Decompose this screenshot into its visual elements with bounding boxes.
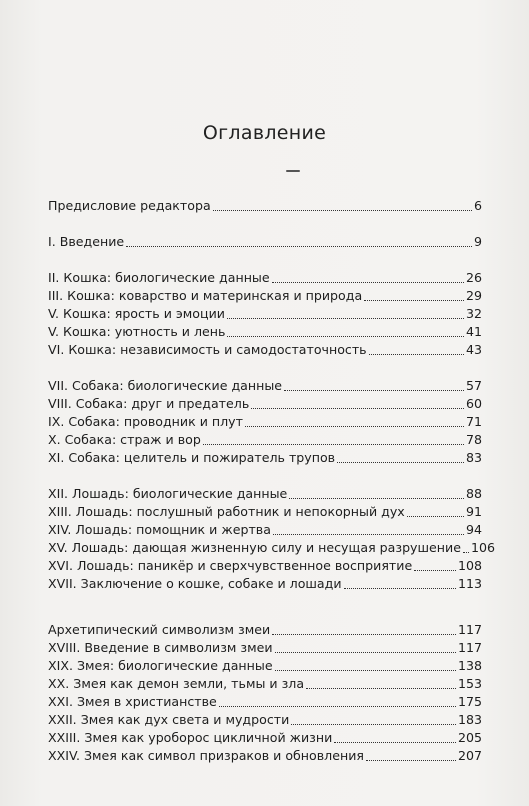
toc-entry-title: Архетипический символизм змеи: [48, 622, 271, 637]
toc-entry-title: XII. Лошадь: биологические данные: [48, 486, 288, 501]
dot-leader: [219, 706, 456, 707]
dot-leader: [213, 210, 472, 211]
toc-entry-title: XX. Змея как демон земли, тьмы и зла: [48, 676, 305, 691]
toc-entry-page: 57: [465, 378, 482, 393]
toc-entry: [48, 196, 482, 214]
toc-entry: [48, 322, 482, 340]
toc-entry-page: 94: [465, 522, 482, 537]
toc-entry-page: 60: [465, 396, 482, 411]
toc-entry-title: VI. Кошка: независимость и самодостаточность: [48, 342, 367, 357]
dot-leader: [366, 760, 456, 761]
toc-entry-page: 29: [465, 288, 482, 303]
dot-leader: [275, 652, 456, 653]
toc-entry: [48, 538, 495, 556]
toc-entry-title: I. Введение: [48, 234, 125, 249]
dot-leader: [414, 570, 456, 571]
toc-entry-title: II. Кошка: биологические данные: [48, 270, 270, 285]
toc-entry: [48, 268, 482, 286]
toc-entry-page: 108: [457, 558, 482, 573]
dot-leader: [272, 634, 456, 635]
page-title: Оглавление: [202, 122, 327, 144]
toc-entry: [48, 430, 482, 448]
toc-entry-title: XXII. Змея как дух света и мудрости: [48, 712, 290, 727]
toc-entry: [48, 520, 482, 538]
toc-entry: [48, 232, 482, 250]
toc-entry-page: 78: [465, 432, 482, 447]
dot-leader: [344, 588, 456, 589]
dot-leader: [284, 390, 464, 391]
toc-entry-title: XVIII. Введение в символизм змеи: [48, 640, 273, 655]
toc-entry: [48, 484, 482, 502]
toc-entry: [48, 692, 482, 710]
toc-entry-page: 6: [473, 198, 482, 213]
toc-entry: [48, 394, 482, 412]
toc-entry: [48, 620, 482, 638]
toc-entry-title: VIII. Собака: друг и предатель: [48, 396, 250, 411]
toc-entry-title: XVI. Лошадь: паникёр и сверхчувственное восприятие: [48, 558, 413, 573]
toc-entry-title: IX. Собака: проводник и плут: [48, 414, 243, 429]
toc-entry-title: X. Собака: страж и вор: [48, 432, 201, 447]
dot-leader: [306, 688, 456, 689]
toc-entry-page: 138: [457, 658, 482, 673]
dot-leader: [272, 282, 464, 283]
dot-leader: [369, 354, 464, 355]
toc-entry-title: III. Кошка: коварство и материнская и природа: [48, 288, 363, 303]
toc-entry-title: V. Кошка: уютность и лень: [48, 324, 226, 339]
toc-entry-page: 41: [465, 324, 482, 339]
toc-entry-title: XI. Собака: целитель и пожиратель трупов: [48, 450, 336, 465]
toc-entry: [48, 556, 482, 574]
toc-entry-title: XIX. Змея: биологические данные: [48, 658, 273, 673]
toc-entry-page: 207: [457, 748, 482, 763]
toc-entry-page: 71: [465, 414, 482, 429]
toc-entry-title: XVII. Заключение о кошке, собаке и лошади: [48, 576, 342, 591]
toc-entry-page: 175: [457, 694, 482, 709]
toc-entry-title: XIV. Лошадь: помощник и жертва: [48, 522, 271, 537]
toc-entry-page: 88: [465, 486, 482, 501]
toc-entry-title: XXI. Змея в христианстве: [48, 694, 217, 709]
dot-leader: [203, 444, 464, 445]
toc-entry-page: 113: [457, 576, 482, 591]
toc-entry: [48, 728, 482, 746]
toc-entry: [48, 656, 482, 674]
toc-entry-page: 83: [465, 450, 482, 465]
toc-entry-page: 117: [457, 622, 482, 637]
title-ornament: [286, 170, 300, 172]
dot-leader: [291, 724, 456, 725]
dot-leader: [289, 498, 464, 499]
toc-entry-page: 183: [457, 712, 482, 727]
toc-entry-page: 32: [465, 306, 482, 321]
dot-leader: [463, 552, 469, 553]
toc-entry-title: V. Кошка: ярость и эмоции: [48, 306, 225, 321]
toc-entry-page: 43: [465, 342, 482, 357]
toc-entry: [48, 746, 482, 764]
dot-leader: [251, 408, 464, 409]
toc-entry: [48, 502, 482, 520]
toc-entry-page: 205: [457, 730, 482, 745]
dot-leader: [245, 426, 464, 427]
dot-leader: [227, 318, 464, 319]
toc-entry: [48, 710, 482, 728]
dot-leader: [273, 534, 464, 535]
toc-entry-page: 91: [465, 504, 482, 519]
dot-leader: [227, 336, 464, 337]
toc-entry: [48, 448, 482, 466]
dot-leader: [407, 516, 464, 517]
toc-entry: [48, 340, 482, 358]
toc-entry-page: 9: [473, 234, 482, 249]
dot-leader: [337, 462, 464, 463]
toc-entry-page: 106: [470, 540, 495, 555]
toc-entry: [48, 304, 482, 322]
toc-entry-page: 117: [457, 640, 482, 655]
toc-entry: [48, 638, 482, 656]
toc-entry-page: 26: [465, 270, 482, 285]
toc-entry-title: VII. Собака: биологические данные: [48, 378, 283, 393]
dot-leader: [126, 246, 472, 247]
dot-leader: [334, 742, 456, 743]
toc-entry-title: Предисловие редактора: [48, 198, 211, 213]
dot-leader: [275, 670, 456, 671]
toc-entry: [48, 574, 482, 592]
toc-entry: [48, 376, 482, 394]
toc-entry-title: XXIV. Змея как символ призраков и обновления: [48, 748, 364, 763]
dot-leader: [364, 300, 464, 301]
toc-entry: [48, 286, 482, 304]
toc-entry-title: XXIII. Змея как уроборос цикличной жизни: [48, 730, 333, 745]
toc-entry-page: 153: [457, 676, 482, 691]
toc-entry: [48, 412, 482, 430]
toc-entry: [48, 674, 482, 692]
toc-entry-title: XIII. Лошадь: послушный работник и непокорный дух: [48, 504, 405, 519]
toc-entry-title: XV. Лошадь: дающая жизненную силу и несущая разрушение: [48, 540, 461, 555]
